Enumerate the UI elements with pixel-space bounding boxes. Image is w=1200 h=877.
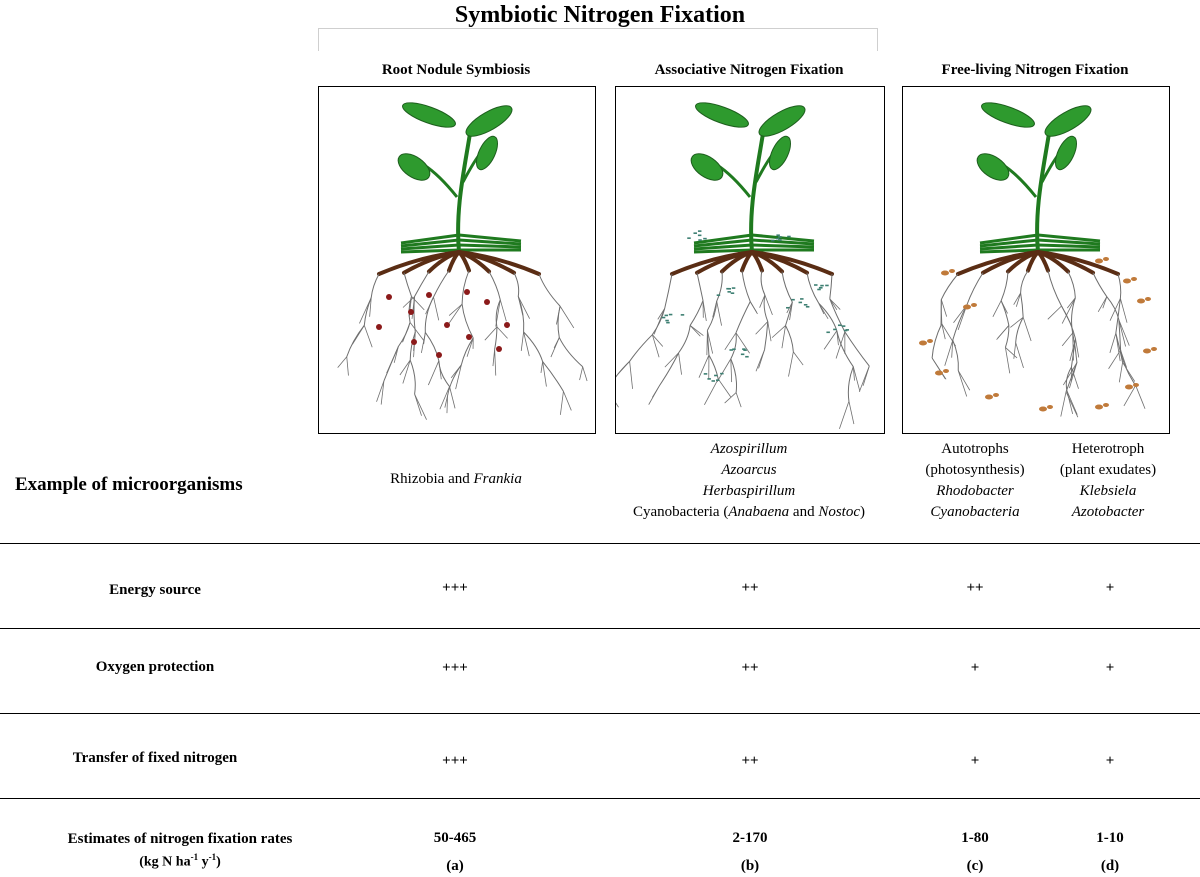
nodule xyxy=(444,322,450,328)
associative-bacterium xyxy=(662,317,666,319)
fine-root xyxy=(485,327,497,340)
fine-root xyxy=(1136,385,1145,408)
plant-associative-illustration xyxy=(616,87,884,433)
cell-transfer-b: ++ xyxy=(741,753,759,769)
associative-bacterium xyxy=(846,329,850,331)
fine-root xyxy=(410,360,415,394)
associative-bacterium xyxy=(826,331,830,333)
fine-root xyxy=(448,365,462,396)
fine-root xyxy=(450,387,456,409)
fine-root xyxy=(764,295,768,322)
free-bacterium xyxy=(949,269,955,273)
fine-root xyxy=(725,393,736,403)
fine-root xyxy=(1066,392,1078,417)
fine-root xyxy=(665,274,672,308)
associative-bacterium xyxy=(820,285,824,287)
associative-bacterium xyxy=(743,349,747,351)
fine-root xyxy=(941,300,942,324)
associative-bacterium xyxy=(787,236,791,238)
leaf xyxy=(1041,100,1095,142)
fine-root xyxy=(434,271,449,298)
fine-root xyxy=(560,391,563,415)
examples-a-italic: Frankia xyxy=(473,471,522,487)
fine-root xyxy=(1048,271,1062,306)
free-bacterium xyxy=(1095,405,1103,410)
associative-bacterium xyxy=(778,236,782,238)
fine-root xyxy=(690,301,703,326)
nodule xyxy=(408,309,414,315)
free-bacterium xyxy=(1143,349,1151,354)
panel-label-a: (a) xyxy=(446,858,464,874)
panel-associative xyxy=(615,86,885,434)
free-bacterium xyxy=(1131,277,1137,281)
fine-root xyxy=(414,272,429,297)
examples-root-nodule xyxy=(318,469,594,490)
leaf xyxy=(472,133,502,172)
fine-root xyxy=(849,401,854,424)
fine-root xyxy=(736,393,741,408)
rate-value-a: 50-465 xyxy=(433,830,477,846)
fine-root xyxy=(945,340,953,366)
free-bacterium xyxy=(1103,403,1109,407)
fine-root xyxy=(554,338,559,348)
associative-bacterium xyxy=(704,373,708,375)
fine-root xyxy=(863,366,869,386)
associative-bacterium xyxy=(698,235,702,237)
fine-root xyxy=(768,322,771,342)
fine-root xyxy=(616,390,619,407)
fine-root xyxy=(736,302,750,333)
fine-root xyxy=(410,322,424,340)
divider-line xyxy=(0,798,1200,799)
fine-root xyxy=(761,271,765,295)
example-azoarcus: Azoarcus xyxy=(721,462,777,478)
nodule xyxy=(484,299,490,305)
leaf xyxy=(755,100,809,142)
fine-root xyxy=(679,325,691,352)
stem xyxy=(751,127,764,252)
leaf xyxy=(462,100,516,142)
fine-root xyxy=(750,302,757,314)
fine-root xyxy=(404,273,411,297)
fine-root xyxy=(1001,272,1008,301)
fine-root xyxy=(736,333,750,353)
associative-bacterium xyxy=(665,315,669,317)
free-bacterium xyxy=(935,371,943,376)
nodule xyxy=(496,346,502,352)
fine-root xyxy=(793,352,803,365)
associative-bacterium xyxy=(776,238,780,240)
row-label-energy-source: Energy source xyxy=(109,582,201,598)
grass-blade xyxy=(752,245,814,247)
heading-free-living: Free-living Nitrogen Fixation xyxy=(941,62,1129,78)
stem xyxy=(1037,127,1050,252)
nodule xyxy=(504,322,510,328)
free-bacterium xyxy=(1039,407,1047,412)
fine-root xyxy=(1119,362,1122,382)
fine-root xyxy=(1023,317,1031,341)
free-bacterium xyxy=(1145,297,1151,301)
associative-bacterium xyxy=(800,298,804,300)
fine-root xyxy=(518,296,529,318)
fine-root xyxy=(839,401,849,429)
fine-root xyxy=(495,349,496,375)
associative-bacterium xyxy=(666,322,670,324)
diagram-title: Symbiotic Nitrogen Fixation xyxy=(454,2,746,28)
heterotroph-subtitle: (plant exudates) xyxy=(1059,462,1157,478)
associative-bacterium xyxy=(727,291,731,293)
fine-root xyxy=(560,306,574,328)
fine-root xyxy=(580,367,583,380)
example-rhodobacter: Rhodobacter xyxy=(936,483,1014,499)
fine-root xyxy=(819,303,828,319)
fine-root xyxy=(414,297,415,332)
leaf xyxy=(979,98,1037,132)
cell-transfer-c: + xyxy=(970,753,980,769)
row-label-transfer-nitrogen: Transfer of fixed nitrogen xyxy=(72,750,238,766)
associative-bacterium xyxy=(732,287,736,289)
fine-root xyxy=(541,362,543,373)
grass-blade xyxy=(459,245,521,247)
free-bacterium xyxy=(1137,299,1145,304)
panel-label-d: (d) xyxy=(1100,858,1120,874)
fine-root xyxy=(461,338,473,365)
fine-root xyxy=(403,297,414,308)
associative-bacterium xyxy=(681,314,685,316)
fine-root xyxy=(1021,271,1028,293)
nodule xyxy=(376,324,382,330)
cell-transfer-d: + xyxy=(1105,753,1115,769)
cell-energy-a: +++ xyxy=(442,580,468,596)
fine-root xyxy=(524,332,543,362)
fine-root xyxy=(415,394,427,419)
examples-a-prefix: Rhizobia and xyxy=(390,471,474,487)
nodule xyxy=(426,292,432,298)
fine-root xyxy=(489,272,500,300)
panel-label-b: (b) xyxy=(740,858,760,874)
nodule xyxy=(411,339,417,345)
fine-root xyxy=(403,360,410,383)
fine-root xyxy=(717,301,722,325)
free-bacterium xyxy=(943,369,949,373)
associative-bacterium xyxy=(732,348,736,350)
divider-line xyxy=(0,713,1200,714)
fine-root xyxy=(652,385,659,397)
fine-root xyxy=(807,273,819,304)
fine-root xyxy=(558,306,560,337)
associative-bacterium xyxy=(799,302,803,304)
nodule xyxy=(436,352,442,358)
free-bacterium xyxy=(919,341,927,346)
example-cyanobacteria: Cyanobacteria xyxy=(930,504,1020,520)
fine-root xyxy=(1120,298,1127,322)
fine-root xyxy=(384,347,398,381)
fine-root xyxy=(347,357,349,376)
free-bacterium xyxy=(1151,347,1157,351)
example-azotobacter: Azotobacter xyxy=(1071,504,1145,520)
free-bacterium xyxy=(1133,383,1139,387)
cell-oxygen-c: + xyxy=(970,660,980,676)
free-bacterium xyxy=(985,395,993,400)
free-bacterium xyxy=(941,271,949,276)
fine-root xyxy=(364,325,372,347)
rate-value-d: 1-10 xyxy=(1096,830,1124,846)
divider-line xyxy=(0,628,1200,629)
associative-bacterium xyxy=(771,240,775,242)
fine-root xyxy=(742,271,750,302)
associative-bacterium xyxy=(698,230,702,232)
fine-root xyxy=(1072,298,1076,333)
fine-root xyxy=(782,272,792,303)
free-bacterium xyxy=(927,339,933,343)
fine-root xyxy=(788,352,793,377)
title-bracket xyxy=(318,28,878,51)
plant-free-living-illustration xyxy=(903,87,1169,433)
fine-root xyxy=(759,350,765,369)
fine-root xyxy=(539,274,560,306)
fine-root xyxy=(497,327,508,338)
fine-root xyxy=(559,338,582,367)
fine-root xyxy=(415,394,422,416)
example-cyanobacteria-line: Cyanobacteria (Anabaena and Nostoc) xyxy=(632,504,866,520)
free-bacterium xyxy=(1047,405,1053,409)
associative-bacterium xyxy=(804,304,808,306)
free-bacterium xyxy=(1125,385,1133,390)
associative-bacterium xyxy=(726,288,730,290)
free-bacterium xyxy=(993,393,999,397)
associative-bacterium xyxy=(698,239,702,241)
associative-bacterium xyxy=(806,306,810,308)
fine-root xyxy=(630,361,633,389)
cell-energy-c: ++ xyxy=(966,580,984,596)
associative-bacterium xyxy=(786,307,790,309)
free-bacterium xyxy=(1123,279,1131,284)
fine-root xyxy=(616,361,630,390)
leaf xyxy=(693,98,751,132)
leaf xyxy=(400,98,458,132)
associative-bacterium xyxy=(833,329,837,331)
fine-root xyxy=(660,353,679,385)
nodule xyxy=(464,289,470,295)
fine-root xyxy=(845,332,869,366)
fine-root xyxy=(1118,274,1121,298)
fine-root xyxy=(786,326,794,352)
leaf xyxy=(1051,133,1081,172)
fine-root xyxy=(756,322,768,335)
examples-heterotrophs xyxy=(1038,439,1178,523)
associative-bacterium xyxy=(776,234,780,236)
fine-root xyxy=(1016,317,1023,342)
cell-oxygen-a: +++ xyxy=(442,660,468,676)
fine-root xyxy=(1110,333,1116,353)
fine-root xyxy=(717,272,723,302)
associative-bacterium xyxy=(687,237,691,239)
associative-bacterium xyxy=(707,378,711,380)
grass-blade xyxy=(1038,245,1100,247)
associative-bacterium xyxy=(711,380,715,382)
fine-root xyxy=(1098,297,1107,312)
rate-value-c: 1-80 xyxy=(961,830,989,846)
fine-root xyxy=(830,274,832,299)
autotrophs-subtitle: (photosynthesis) xyxy=(925,462,1025,478)
fine-root xyxy=(1093,273,1107,297)
fine-root xyxy=(953,305,967,340)
fine-root xyxy=(514,273,519,297)
free-bacterium xyxy=(963,305,971,310)
row-label-oxygen-protection: Oxygen protection xyxy=(95,659,215,675)
fine-root xyxy=(1021,293,1024,317)
rates-label xyxy=(30,830,330,872)
fine-root xyxy=(583,367,587,381)
fine-root xyxy=(338,357,347,368)
fine-root xyxy=(500,300,506,322)
fine-root xyxy=(786,302,793,325)
fine-root xyxy=(690,325,700,336)
fine-root xyxy=(495,327,497,349)
fine-root xyxy=(679,353,682,375)
fine-root xyxy=(462,304,473,338)
examples-autotrophs xyxy=(912,439,1038,523)
examples-associative xyxy=(600,439,898,523)
fine-root xyxy=(1061,392,1066,417)
fine-root xyxy=(1121,350,1136,385)
fine-root xyxy=(1123,362,1135,381)
associative-bacterium xyxy=(703,238,707,240)
fine-root xyxy=(941,300,946,317)
rates-label-text: Estimates of nitrogen fixation rates xyxy=(67,831,293,847)
associative-bacterium xyxy=(745,356,749,358)
fine-root xyxy=(932,324,942,358)
divider-line xyxy=(0,543,1200,544)
associative-bacterium xyxy=(731,292,735,294)
panel-free-living xyxy=(902,86,1170,434)
fine-root xyxy=(630,335,653,362)
fine-root xyxy=(400,360,410,375)
fine-root xyxy=(993,301,1001,317)
plant-nodule-illustration xyxy=(319,87,595,433)
fine-root xyxy=(563,391,571,410)
fine-root xyxy=(434,297,439,320)
fine-root xyxy=(371,274,379,298)
associative-bacterium xyxy=(819,287,823,289)
leaf xyxy=(765,133,795,172)
fine-root xyxy=(932,358,945,379)
fine-root xyxy=(765,295,773,315)
fine-root xyxy=(521,332,523,351)
fine-root xyxy=(1068,272,1075,298)
fine-root xyxy=(848,367,853,402)
fine-root xyxy=(717,359,731,382)
fine-root xyxy=(1062,333,1072,346)
autotrophs-label: Autotrophs xyxy=(941,441,1009,457)
fine-root xyxy=(731,359,732,382)
heading-root-nodule: Root Nodule Symbiosis xyxy=(381,62,531,78)
nodule xyxy=(466,334,472,340)
fine-root xyxy=(718,379,730,397)
heading-associative: Associative Nitrogen Fixation xyxy=(654,62,844,78)
fine-root xyxy=(1048,306,1062,319)
associative-bacterium xyxy=(693,232,697,234)
cell-oxygen-d: + xyxy=(1105,660,1115,676)
fine-root xyxy=(997,325,1009,339)
example-azospirillum: Azospirillum xyxy=(710,441,788,457)
associative-bacterium xyxy=(838,324,842,326)
associative-bacterium xyxy=(741,354,745,356)
fine-root xyxy=(725,333,736,350)
panel-label-c: (c) xyxy=(966,858,984,874)
free-bacterium xyxy=(971,303,977,307)
associative-bacterium xyxy=(720,373,724,375)
associative-bacterium xyxy=(791,299,795,301)
associative-bacterium xyxy=(817,289,821,291)
associative-bacterium xyxy=(825,285,829,287)
cell-energy-b: ++ xyxy=(741,580,759,596)
nodule xyxy=(386,294,392,300)
cell-oxygen-b: ++ xyxy=(741,660,759,676)
associative-bacterium xyxy=(778,239,782,241)
cell-transfer-a: +++ xyxy=(442,753,468,769)
examples-label: Example of microorganisms xyxy=(15,474,243,495)
associative-bacterium xyxy=(665,320,669,322)
fine-root xyxy=(941,274,958,300)
heterotroph-label: Heterotroph xyxy=(1071,441,1145,457)
cell-energy-d: + xyxy=(1105,580,1115,596)
fine-root xyxy=(1107,297,1119,320)
fine-root xyxy=(697,273,703,301)
associative-bacterium xyxy=(716,379,720,381)
associative-bacterium xyxy=(814,284,818,286)
associative-bacterium xyxy=(717,294,721,296)
example-herbaspirillum: Herbaspirillum xyxy=(702,483,796,499)
fine-root xyxy=(428,361,438,385)
fine-root xyxy=(782,326,786,349)
fine-root xyxy=(1116,333,1123,362)
fine-root xyxy=(824,331,837,350)
associative-bacterium xyxy=(714,375,718,377)
associative-bacterium xyxy=(842,325,846,327)
fine-root xyxy=(704,379,718,405)
fine-root xyxy=(462,271,469,305)
example-klebsiela: Klebsiela xyxy=(1079,483,1137,499)
fine-root xyxy=(967,273,983,305)
rate-value-b: 2-170 xyxy=(732,830,768,846)
panel-root-nodule xyxy=(318,86,596,434)
free-bacterium xyxy=(1095,259,1103,264)
fine-root xyxy=(1016,343,1024,368)
fine-root xyxy=(765,322,768,350)
free-bacterium xyxy=(1103,257,1109,261)
fine-root xyxy=(425,297,433,332)
fine-root xyxy=(440,387,450,410)
fine-root xyxy=(953,340,959,370)
fine-root xyxy=(830,299,840,310)
rates-unit: (kg N $ha^{-1}$ $y^{-1}$) xyxy=(139,852,221,870)
associative-bacterium xyxy=(669,314,673,316)
stem xyxy=(458,127,471,252)
fine-root xyxy=(543,362,564,392)
